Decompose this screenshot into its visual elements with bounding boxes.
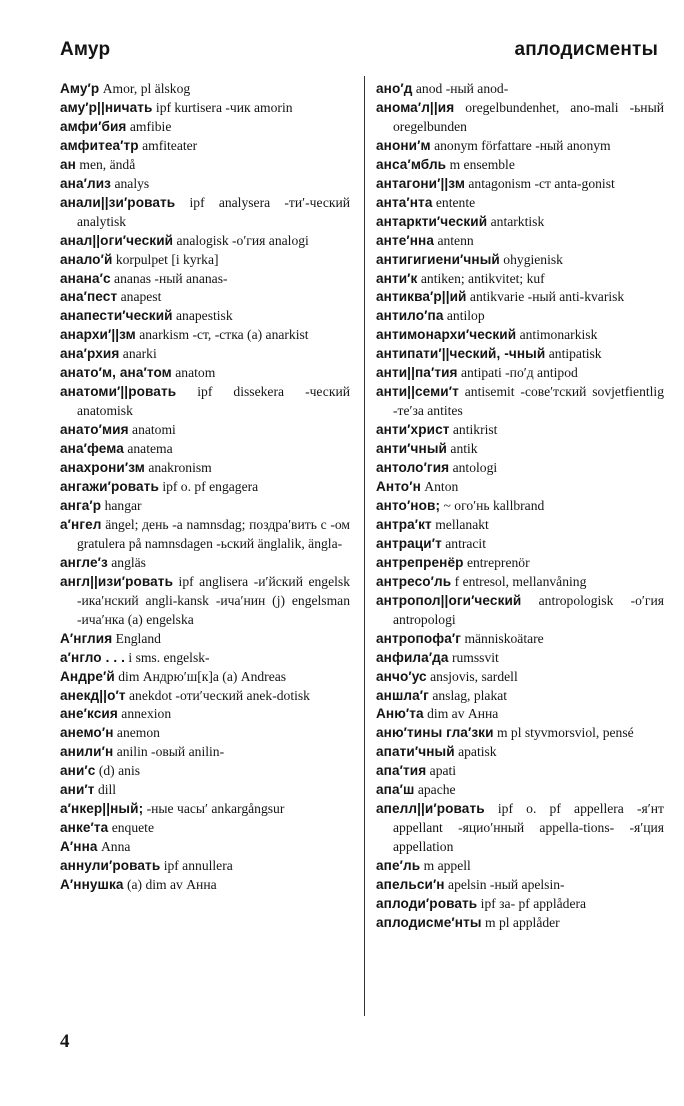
dictionary-entry: [60, 497, 350, 516]
entry-definition: antiken; antikvitet; kuf: [420, 270, 545, 286]
dictionary-entry: [376, 554, 664, 573]
entry-headword: апе′ль: [376, 858, 421, 874]
entry-definition: ipf kurtisera -чик amorin: [155, 99, 293, 115]
entry-definition: anemon: [116, 725, 160, 741]
entry-headword: апелл||и′ровать: [376, 801, 485, 817]
entry-headword: антраци′т: [376, 535, 442, 551]
left-column: [60, 80, 350, 895]
entry-definition: amfibie: [129, 118, 172, 134]
entry-headword: анони′м: [376, 137, 431, 153]
entry-definition: ~ ого′нь kallbrand: [443, 497, 545, 513]
entry-definition: anapestisk: [176, 308, 233, 324]
dictionary-entry: [376, 630, 664, 649]
entry-definition: människoätare: [464, 630, 544, 646]
entry-headword: анти′к: [376, 270, 418, 286]
dictionary-entry: [376, 421, 664, 440]
entry-definition: anarkism -ст, -стка (a) anarkist: [139, 327, 309, 343]
entry-definition: f entresol, mellanvåning: [454, 573, 587, 589]
entry-headword: апати′чный: [376, 744, 455, 760]
entry-headword: ангажи′ровать: [60, 479, 159, 495]
entry-definition: antagonism -ст anta-gonist: [468, 175, 615, 191]
dictionary-entry: [60, 288, 350, 307]
entry-definition: anod -ный anod-: [415, 81, 509, 96]
entry-definition: apatisk: [458, 744, 497, 760]
entry-definition: m ensemble: [449, 156, 515, 172]
dictionary-entry: [60, 630, 350, 649]
entry-definition: ipf за- pf applådera: [480, 895, 587, 911]
dictionary-entry: [376, 781, 664, 800]
entry-headword: апа′тия: [376, 763, 427, 779]
entry-headword: амфи′бия: [60, 118, 127, 134]
entry-definition: antilop: [446, 308, 485, 324]
entry-definition: hangar: [104, 497, 142, 513]
dictionary-entry: [60, 838, 350, 857]
dictionary-entry: [60, 251, 350, 270]
dictionary-entry: [376, 857, 664, 876]
entry-headword: ана′пест: [60, 289, 118, 305]
dictionary-entry: [376, 270, 664, 289]
entry-headword: Анто′н: [376, 479, 421, 495]
dictionary-entry: [60, 478, 350, 497]
entry-definition: anatema: [127, 441, 173, 457]
entry-headword: а′нгло . . .: [60, 649, 125, 665]
dictionary-entry: [60, 383, 350, 421]
entry-headword: антрепренёр: [376, 554, 464, 570]
dictionary-entry: [376, 137, 664, 156]
entry-headword: англ||изи′ровать: [60, 573, 174, 589]
dictionary-entry: [376, 364, 664, 383]
dictionary-entry: [60, 459, 350, 478]
dictionary-entry: [376, 194, 664, 213]
entry-headword: аннули′ровать: [60, 858, 161, 874]
entry-headword: А′ннушка: [60, 877, 124, 893]
dictionary-entry: [376, 743, 664, 762]
entry-headword: антагони′||зм: [376, 175, 465, 191]
entry-headword: антра′кт: [376, 516, 432, 532]
entry-definition: entente: [435, 194, 476, 210]
entry-headword: анал||оги′ческий: [60, 232, 174, 248]
dictionary-entry: [60, 649, 350, 668]
dictionary-entry: [376, 895, 664, 914]
dictionary-entry: [376, 213, 664, 232]
entry-definition: entreprenör: [466, 554, 530, 570]
entry-headword: антиква′р||ий: [376, 289, 467, 305]
entry-definition: antracit: [445, 535, 486, 551]
entry-definition: ipf analysera -ти′-ческий analytisk: [77, 194, 351, 229]
entry-headword: анархи′||зм: [60, 327, 136, 343]
dictionary-entry: [60, 705, 350, 724]
entry-headword: ано′д: [376, 81, 413, 96]
entry-headword: анана′с: [60, 270, 111, 286]
entry-definition: Amor, pl älskog: [102, 81, 191, 96]
running-head-right: аплодисменты: [514, 39, 658, 60]
entry-definition: apache: [417, 782, 456, 798]
entry-headword: ана′фема: [60, 441, 124, 457]
dictionary-entry: [376, 459, 664, 478]
entry-headword: ане′ксия: [60, 706, 118, 722]
entry-definition: Anton: [424, 479, 459, 495]
dictionary-entry: [376, 687, 664, 706]
entry-definition: anekdot -оти′ческий anek-dotisk: [129, 687, 310, 703]
dictionary-entry: [60, 364, 350, 383]
entry-headword: антаркти′ческий: [376, 213, 488, 229]
entry-headword: анса′мбль: [376, 156, 447, 172]
dictionary-entry: [60, 516, 350, 554]
entry-definition: antologi: [452, 460, 498, 476]
entry-headword: а′нкер||ный;: [60, 801, 144, 817]
entry-headword: анато′м, ана′том: [60, 365, 172, 381]
entry-definition: dim av Анна: [427, 706, 499, 722]
entry-definition: dim Андрю′ш[к]а (a) Andreas: [118, 668, 287, 684]
dictionary-entry: [60, 421, 350, 440]
entry-definition: apati: [429, 763, 457, 779]
dictionary-entry: [376, 175, 664, 194]
entry-headword: антигигиени′чный: [376, 251, 500, 267]
entry-definition: anakronism: [148, 460, 212, 476]
entry-headword: аплодисме′нты: [376, 914, 482, 930]
entry-definition: ohygienisk: [503, 251, 563, 267]
entry-headword: антресо′ль: [376, 573, 452, 589]
dictionary-entry: [376, 573, 664, 592]
dictionary-entry: [376, 724, 664, 743]
entry-definition: i sms. engelsk-: [128, 649, 210, 665]
dictionary-entry: [60, 345, 350, 364]
entry-headword: ани′с: [60, 763, 96, 779]
entry-headword: анато′мия: [60, 422, 129, 438]
entry-definition: -ные часы′ ankargångsur: [146, 801, 285, 817]
entry-definition: anonym författare -ный anonym: [434, 137, 611, 153]
entry-headword: антропофа′г: [376, 630, 462, 646]
entry-definition: ipf anglisera -и′йский engelsk -ика′нский angli-kansk -ича′нин (j) engelsman -ича′нка (a) engelska: [77, 573, 350, 627]
entry-headword: антропол||оги′ческий: [376, 592, 522, 608]
entry-headword: аню′тины гла′зки: [376, 725, 494, 741]
entry-headword: анта′нта: [376, 194, 433, 210]
dictionary-entry: [376, 800, 664, 857]
entry-definition: anapest: [120, 289, 162, 305]
entry-definition: men, ändå: [79, 156, 136, 172]
entry-headword: антило′па: [376, 308, 444, 324]
entry-definition: enquete: [111, 820, 154, 836]
entry-definition: m pl applåder: [484, 914, 560, 930]
entry-headword: аплоди′ровать: [376, 895, 478, 911]
page-number: 4: [60, 1031, 70, 1052]
dictionary-entry: [376, 80, 664, 99]
entry-definition: antisemit -сове′тский sovjetfientlig -те′за antites: [393, 384, 664, 419]
dictionary-entry: [376, 497, 664, 516]
entry-definition: antimonarkisk: [519, 327, 598, 343]
entry-headword: антимонархи′ческий: [376, 327, 517, 343]
dictionary-entry: [376, 535, 664, 554]
entry-headword: антоло′гия: [376, 460, 450, 476]
entry-definition: analys: [114, 175, 150, 191]
dictionary-entry: [60, 99, 350, 118]
entry-definition: ängel; день -а namnsdag; поздра′вить с -ом gratulera på namnsdagen -ьский änglalik, ängla-: [77, 516, 351, 551]
dictionary-entry: [60, 687, 350, 706]
dictionary-entry: [60, 80, 350, 99]
entry-definition: apelsin -ный apelsin-: [448, 877, 565, 893]
entry-headword: А′нна: [60, 839, 98, 855]
entry-definition: antropologisk -о′гия antropologi: [393, 592, 664, 627]
entry-headword: анемо′н: [60, 725, 114, 741]
dictionary-entry: [376, 649, 664, 668]
dictionary-entry: [60, 307, 350, 326]
dictionary-entry: [60, 724, 350, 743]
dictionary-entry: [60, 270, 350, 289]
dictionary-entry: [376, 478, 664, 497]
entry-headword: Андре′й: [60, 668, 115, 684]
dictionary-entry: [60, 781, 350, 800]
entry-headword: ан: [60, 156, 76, 172]
entry-definition: Anna: [100, 839, 131, 855]
column-divider: [364, 76, 365, 1016]
entry-headword: анто′нов;: [376, 497, 441, 513]
entry-headword: А′нглия: [60, 630, 113, 646]
entry-definition: ipf dissekera -ческий anatomisk: [77, 384, 350, 419]
entry-definition: antarktisk: [490, 213, 545, 229]
dictionary-entry: [60, 156, 350, 175]
entry-headword: анатоми′||ровать: [60, 384, 177, 400]
entry-definition: antikvarie -ный anti-kvarisk: [469, 289, 625, 305]
entry-headword: Аню′та: [376, 706, 424, 722]
entry-definition: ipf annullera: [163, 858, 233, 874]
entry-headword: антипати′||ческий, -чный: [376, 346, 546, 362]
entry-headword: анфила′да: [376, 649, 449, 665]
dictionary-entry: [60, 819, 350, 838]
dictionary-entry: [376, 668, 664, 687]
dictionary-entry: [376, 516, 664, 535]
entry-definition: anilin -овый anilin-: [116, 744, 225, 760]
running-head-left: Амур: [60, 39, 111, 60]
dictionary-entry: [376, 99, 664, 137]
dictionary-entry: [376, 914, 664, 933]
entry-headword: апа′ш: [376, 782, 415, 798]
dictionary-entry: [60, 232, 350, 251]
entry-headword: анало′й: [60, 251, 113, 267]
entry-headword: анга′р: [60, 497, 102, 513]
entry-definition: annexion: [121, 706, 172, 722]
entry-headword: ана′рхия: [60, 346, 120, 362]
entry-headword: Аму′р: [60, 81, 100, 96]
entry-headword: англе′з: [60, 554, 108, 570]
entry-headword: анекд||о′т: [60, 687, 126, 703]
dictionary-entry: [376, 762, 664, 781]
dictionary-entry: [60, 800, 350, 819]
entry-definition: oregelbundenhet, ano-mali -ьный oregelbunden: [393, 99, 664, 134]
dictionary-entry: [376, 232, 664, 251]
dictionary-entry: [60, 118, 350, 137]
dictionary-entry: [60, 573, 350, 630]
dictionary-entry: [60, 326, 350, 345]
entry-definition: anslag, plakat: [432, 687, 508, 703]
dictionary-entry: [60, 440, 350, 459]
dictionary-entry: [60, 194, 350, 232]
dictionary-entry: [376, 705, 664, 724]
dictionary-entry: [60, 762, 350, 781]
entry-definition: dill: [97, 782, 117, 798]
entry-headword: анке′та: [60, 820, 109, 836]
entry-definition: angläs: [111, 554, 146, 570]
dictionary-entry: [376, 876, 664, 895]
entry-definition: (a) dim av Анна: [126, 877, 217, 893]
entry-definition: ipf o. pf appellera -я′нт appellant -яцио′нный appella-tions- -я′ция appellation: [393, 801, 664, 855]
entry-definition: antipati -по′д antipod: [460, 365, 578, 381]
dictionary-entry: [60, 876, 350, 895]
dictionary-entry: [376, 345, 664, 364]
entry-headword: апельси′н: [376, 877, 445, 893]
entry-headword: анили′н: [60, 744, 114, 760]
entry-definition: analogisk -о′гия analogi: [176, 232, 309, 248]
dictionary-entry: [376, 440, 664, 459]
dictionary-entry: [60, 554, 350, 573]
entry-definition: antipatisk: [548, 346, 602, 362]
entry-definition: (d) anis: [98, 763, 141, 779]
entry-definition: antenn: [437, 232, 474, 248]
entry-headword: аму′р||ничать: [60, 99, 153, 115]
entry-headword: анти||семи′т: [376, 384, 459, 400]
entry-headword: анахрони′зм: [60, 460, 145, 476]
dictionary-entry: [376, 383, 664, 421]
entry-definition: m pl styvmorsviol, pensé: [496, 725, 634, 741]
entry-headword: анти′христ: [376, 422, 450, 438]
entry-definition: anatomi: [132, 422, 176, 438]
right-column: [376, 80, 664, 933]
entry-definition: antik: [450, 441, 478, 457]
entry-headword: анчо′ус: [376, 668, 427, 684]
dictionary-entry: [376, 288, 664, 307]
entry-definition: ananas -ный ananas-: [114, 270, 228, 286]
dictionary-entry: [60, 857, 350, 876]
entry-definition: m appell: [423, 858, 471, 874]
entry-headword: анти′чный: [376, 441, 448, 457]
entry-definition: anatom: [175, 365, 216, 381]
dictionary-entry: [376, 307, 664, 326]
entry-headword: анапести′ческий: [60, 308, 173, 324]
entry-headword: а′нгел: [60, 516, 102, 532]
entry-headword: анти||па′тия: [376, 365, 458, 381]
entry-headword: анома′л||ия: [376, 99, 455, 115]
entry-definition: ansjovis, sardell: [430, 668, 518, 684]
dictionary-entry: [60, 743, 350, 762]
entry-headword: анали||зи′ровать: [60, 194, 176, 210]
entry-headword: ана′лиз: [60, 175, 112, 191]
dictionary-entry: [60, 668, 350, 687]
dictionary-entry: [376, 156, 664, 175]
entry-headword: ани′т: [60, 782, 95, 798]
dictionary-entry: [376, 592, 664, 630]
entry-definition: mellanakt: [435, 516, 489, 532]
dictionary-entry: [376, 251, 664, 270]
entry-definition: rumssvit: [451, 649, 499, 665]
entry-definition: amfiteater: [142, 137, 198, 153]
entry-headword: анте′нна: [376, 232, 435, 248]
dictionary-entry: [60, 137, 350, 156]
entry-definition: korpulpet [i kyrka]: [115, 251, 219, 267]
entry-definition: anarki: [122, 346, 157, 362]
dictionary-entry: [60, 175, 350, 194]
dictionary-entry: [376, 326, 664, 345]
entry-headword: амфитеа′тр: [60, 137, 139, 153]
entry-headword: аншла′г: [376, 687, 429, 703]
entry-definition: England: [115, 630, 161, 646]
entry-definition: antikrist: [452, 422, 498, 438]
entry-definition: ipf o. pf engagera: [162, 479, 259, 495]
